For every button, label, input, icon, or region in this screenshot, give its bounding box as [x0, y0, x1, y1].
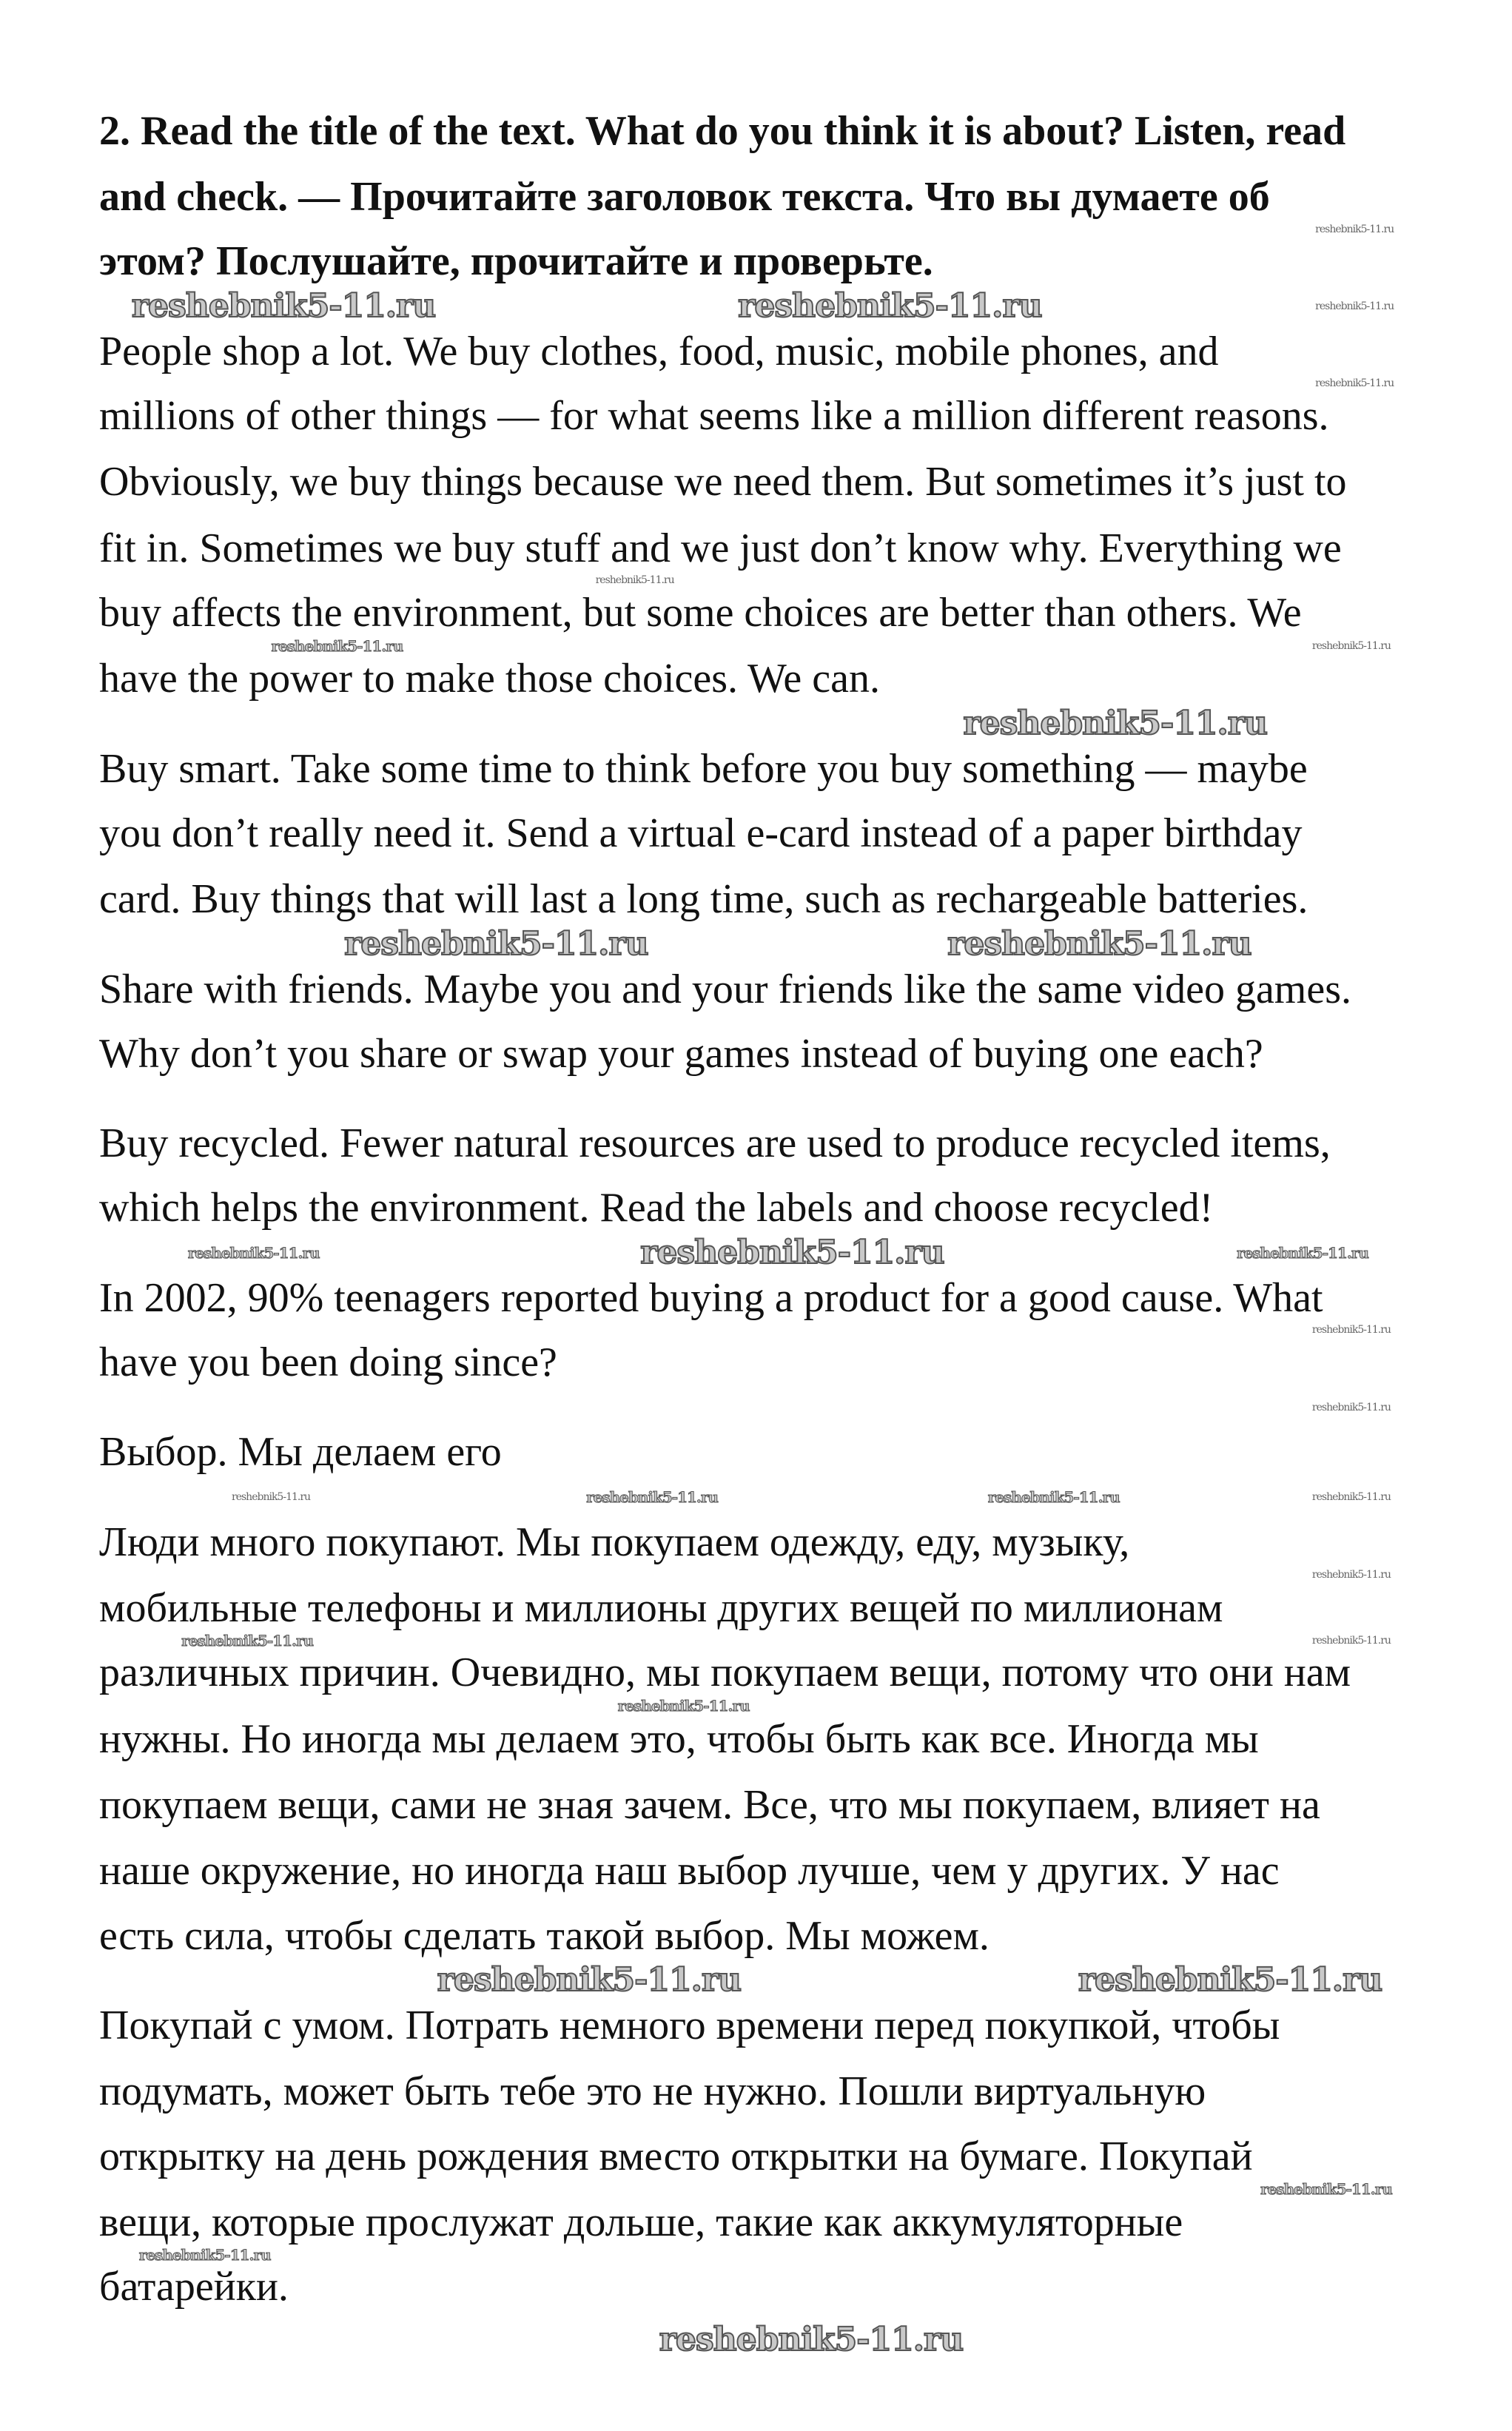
paragraph-line: Buy smart. Take some time to think before you buy something — maybe: [99, 745, 1308, 792]
watermark: reshebnik5-11.ru: [659, 2321, 964, 2359]
watermark: reshebnik5-11.ru: [1078, 1961, 1382, 2000]
paragraph-line: Obviously, we buy things because we need them. But sometimes it’s just to: [99, 459, 1347, 505]
paragraph-line: you don’t really need it. Send a virtual e-card instead of a paper birthday: [99, 810, 1303, 856]
heading-line: этом? Послушайте, прочитайте и проверьте.: [99, 238, 933, 285]
paragraph-line: buy affects the environment, but some choices are better than others. We: [99, 589, 1302, 636]
watermark: reshebnik5-11.ru: [131, 287, 436, 326]
paragraph-line: покупаем вещи, сами не зная зачем. Все, что мы покупаем, влияет на: [99, 1781, 1320, 1828]
paragraph-line: In 2002, 90% teenagers reported buying a product for a good cause. What: [99, 1274, 1323, 1321]
watermark: reshebnik5-11.ru: [1315, 223, 1394, 235]
watermark: reshebnik5-11.ru: [187, 1244, 320, 1262]
paragraph-line: вещи, которые прослужат дольше, такие как аккумуляторные: [99, 2199, 1183, 2245]
paragraph-line: have you been doing since?: [99, 1339, 557, 1385]
watermark: reshebnik5-11.ru: [595, 574, 674, 587]
heading-line: and check. — Прочитайте заголовок текста. Что вы думаете об: [99, 174, 1270, 221]
paragraph-line: подумать, может быть тебе это не нужно. Пошли виртуальную: [99, 2068, 1206, 2115]
watermark: reshebnik5-11.ru: [232, 1490, 311, 1503]
watermark: reshebnik5-11.ru: [138, 2245, 271, 2264]
paragraph-line: People shop a lot. We buy clothes, food, music, mobile phones, and: [99, 328, 1219, 374]
paragraph-line: нужны. Но иногда мы делаем это, чтобы быть как все. Иногда мы: [99, 1715, 1259, 1762]
watermark: reshebnik5-11.ru: [271, 636, 403, 655]
paragraph-line: различных причин. Очевидно, мы покупаем вещи, потому что они нам: [99, 1650, 1351, 1696]
watermark: reshebnik5-11.ru: [437, 1961, 742, 2000]
paragraph-line: открытку на день рождения вместо открытки на бумаге. Покупай: [99, 2133, 1253, 2179]
watermark: reshebnik5-11.ru: [586, 1487, 718, 1506]
paragraph-line: есть сила, чтобы сделать такой выбор. Мы можем.: [99, 1912, 989, 1959]
watermark: reshebnik5-11.ru: [640, 1234, 944, 1272]
paragraph-line: card. Buy things that will last a long time, such as rechargeable batteries.: [99, 876, 1308, 923]
watermark: reshebnik5-11.ru: [947, 924, 1251, 963]
watermark: reshebnik5-11.ru: [1311, 1634, 1391, 1647]
watermark: reshebnik5-11.ru: [987, 1487, 1120, 1506]
paragraph-line: Выбор. Мы делаем его: [99, 1429, 502, 1476]
watermark: reshebnik5-11.ru: [1315, 300, 1394, 313]
watermark: reshebnik5-11.ru: [1237, 1244, 1368, 1262]
heading-line: 2. Read the title of the text. What do you think it is about? Listen, read: [99, 107, 1346, 154]
paragraph-line: Share with friends. Maybe you and your friends like the same video games.: [99, 966, 1352, 1012]
paragraph-line: which helps the environment. Read the labels and choose recycled!: [99, 1185, 1214, 1231]
watermark: reshebnik5-11.ru: [738, 287, 1042, 326]
watermark: reshebnik5-11.ru: [617, 1696, 750, 1715]
paragraph-line: have the power to make those choices. We can.: [99, 656, 880, 702]
paragraph-line: батарейки.: [99, 2264, 289, 2310]
watermark: reshebnik5-11.ru: [181, 1631, 314, 1650]
watermark: reshebnik5-11.ru: [1311, 1401, 1391, 1413]
paragraph-line: наше окружение, но иногда наш выбор лучше, чем у других. У нас: [99, 1848, 1280, 1894]
watermark: reshebnik5-11.ru: [344, 924, 648, 963]
watermark: reshebnik5-11.ru: [1311, 1324, 1391, 1336]
paragraph-line: Покупай с умом. Потрать немного времени перед покупкой, чтобы: [99, 2002, 1280, 2048]
paragraph-line: мобильные телефоны и миллионы других вещей по миллионам: [99, 1584, 1223, 1631]
paragraph-line: millions of other things — for what seems like a million different reasons.: [99, 392, 1329, 439]
watermark: reshebnik5-11.ru: [1311, 639, 1391, 652]
paragraph-line: Buy recycled. Fewer natural resources are used to produce recycled items,: [99, 1120, 1331, 1167]
paragraph-line: Why don’t you share or swap your games instead of buying one each?: [99, 1030, 1263, 1077]
watermark: reshebnik5-11.ru: [1315, 377, 1394, 390]
paragraph-line: Люди много покупают. Мы покупаем одежду, еду, музыку,: [99, 1519, 1130, 1565]
watermark: reshebnik5-11.ru: [1260, 2180, 1392, 2199]
watermark: reshebnik5-11.ru: [1311, 1490, 1391, 1503]
watermark: reshebnik5-11.ru: [963, 705, 1267, 742]
watermark: reshebnik5-11.ru: [1311, 1569, 1391, 1581]
paragraph-line: fit in. Sometimes we buy stuff and we just don’t know why. Everything we: [99, 525, 1342, 571]
